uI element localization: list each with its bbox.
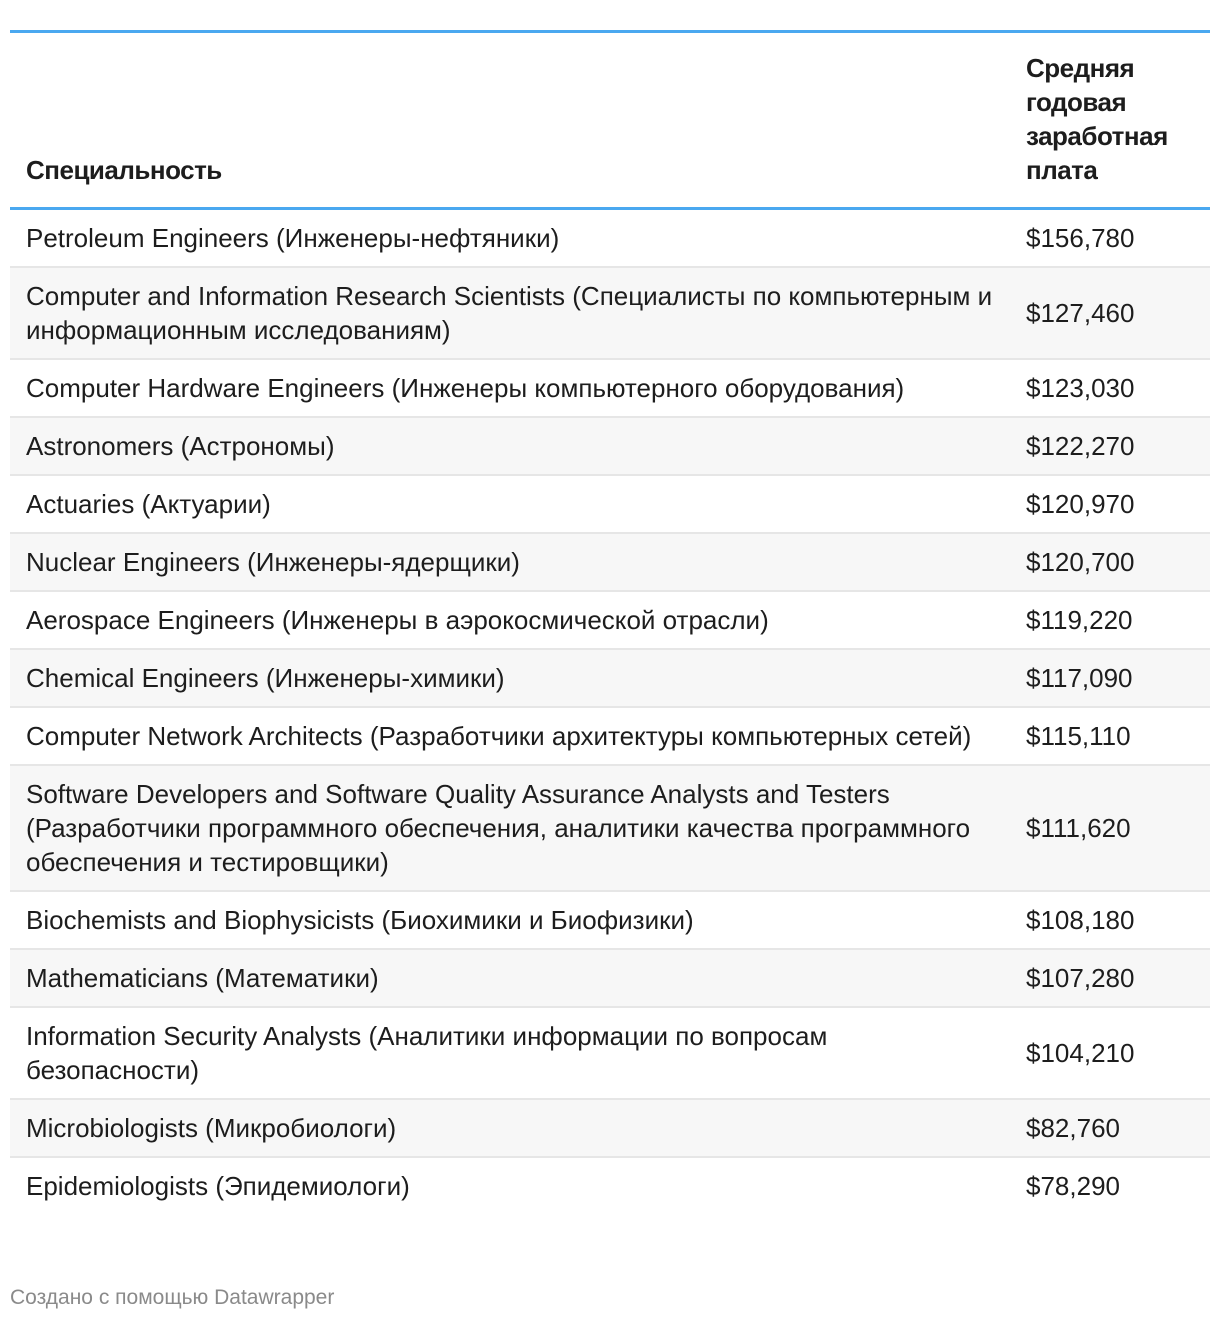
specialty-cell: Microbiologists (Микробиологи) [10, 1099, 1010, 1157]
table-row [10, 591, 1210, 649]
salary-cell: $108,180 [1010, 891, 1210, 949]
salary-cell: $104,210 [1010, 1007, 1210, 1099]
salary-cell: $120,970 [1010, 475, 1210, 533]
table-row [10, 765, 1210, 891]
table-row [10, 475, 1210, 533]
table-body [10, 209, 1210, 1215]
salary-cell: $119,220 [1010, 591, 1210, 649]
table-row [10, 949, 1210, 1007]
table-row [10, 891, 1210, 949]
salary-table [10, 30, 1210, 1214]
specialty-cell: Software Developers and Software Quality Assurance Analysts and Testers (Разработчики программного обеспечения, аналитики качества программного обеспечения и тестировщики) [10, 765, 1010, 891]
specialty-cell: Mathematicians (Математики) [10, 949, 1010, 1007]
specialty-cell: Computer and Information Research Scientists (Специалисты по компьютерным и информационным исследованиям) [10, 267, 1010, 359]
column-header-specialty[interactable]: Специальность [10, 32, 1010, 209]
salary-cell: $78,290 [1026, 1171, 1120, 1201]
header-row [10, 32, 1210, 209]
specialty-cell: Aerospace Engineers (Инженеры в аэрокосмической отрасли) [10, 591, 1010, 649]
table-row [10, 359, 1210, 417]
table-row [10, 267, 1210, 359]
table-row [10, 1007, 1210, 1099]
salary-cell: $127,460 [1010, 267, 1210, 359]
specialty-cell: Computer Hardware Engineers (Инженеры компьютерного оборудования) [10, 359, 1010, 417]
table-row [10, 1099, 1210, 1157]
salary-cell: $115,110 [1010, 707, 1210, 765]
datawrapper-credit[interactable]: Создано с помощью Datawrapper [10, 1286, 335, 1309]
specialty-cell: Astronomers (Астрономы) [10, 417, 1010, 475]
salary-cell: $117,090 [1010, 649, 1210, 707]
table-row [10, 707, 1210, 765]
salary-cell: $107,280 [1010, 949, 1210, 1007]
specialty-cell: Chemical Engineers (Инженеры-химики) [10, 649, 1010, 707]
specialty-cell: Epidemiologists (Эпидемиологи) [26, 1171, 410, 1201]
table-row [10, 417, 1210, 475]
specialty-cell: Nuclear Engineers (Инженеры-ядерщики) [10, 533, 1010, 591]
table-row [10, 1157, 1210, 1214]
table-row [10, 533, 1210, 591]
specialty-cell: Information Security Analysts (Аналитики информации по вопросам безопасности) [10, 1007, 1010, 1099]
salary-cell: $82,760 [1010, 1099, 1210, 1157]
specialty-cell: Computer Network Architects (Разработчики архитектуры компьютерных сетей) [10, 707, 1010, 765]
salary-cell: $156,780 [1010, 209, 1210, 268]
specialty-cell: Petroleum Engineers (Инженеры-нефтяники) [10, 209, 1010, 268]
table-row [10, 209, 1210, 268]
table-header [10, 32, 1210, 209]
salary-cell: $111,620 [1010, 765, 1210, 891]
salary-cell: $122,270 [1010, 417, 1210, 475]
salary-cell: $120,700 [1010, 533, 1210, 591]
salary-cell: $123,030 [1010, 359, 1210, 417]
table-row [10, 649, 1210, 707]
salary-table-container [10, 30, 1210, 1214]
specialty-cell: Actuaries (Актуарии) [10, 475, 1010, 533]
specialty-cell: Biochemists and Biophysicists (Биохимики и Биофизики) [10, 891, 1010, 949]
column-header-salary[interactable]: Средняя годовая заработная плата [1010, 32, 1210, 209]
